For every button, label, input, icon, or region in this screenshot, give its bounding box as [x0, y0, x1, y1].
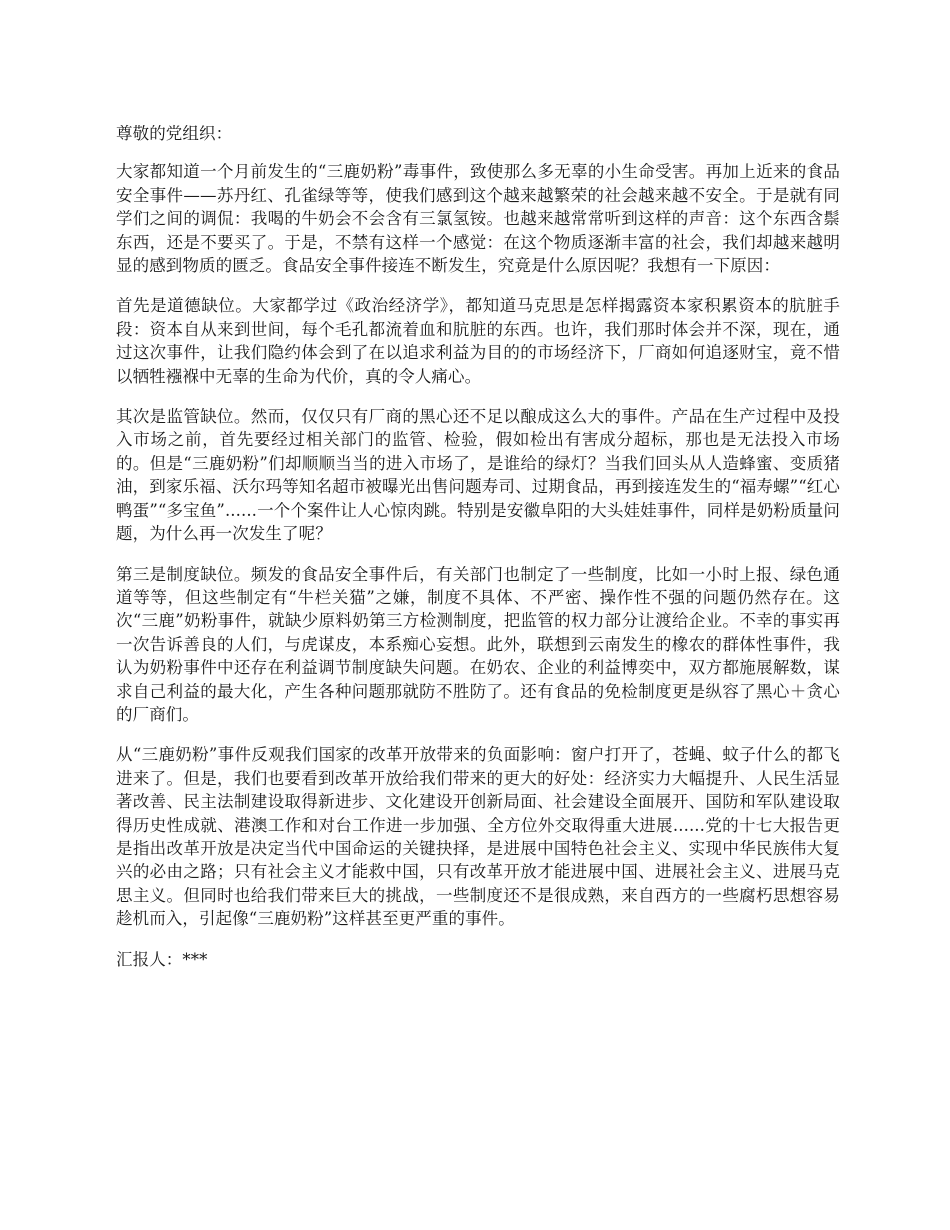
- paragraph-intro: 大家都知道一个月前发生的“三鹿奶粉”毒事件，致使那么多无辜的小生命受害。再加上近来的食品安全事件——苏丹红、孔雀绿等等，使我们感到这个越来越繁荣的社会越来越不安全。于是就有同学们之间的调侃：我喝的牛奶会不会含有三氯氢铵。也越来越常常听到这样的声音：这个东西含鬃东西，还是不要买了。于是，不禁有这样一个感觉：在这个物质逐渐丰富的社会，我们却越来越明显的感到物质的匮乏。食品安全事件接连不断发生，究竟是什么原因呢？我想有一下原因：: [116, 162, 840, 276]
- paragraph-system-deficiency: 第三是制度缺位。频发的食品安全事件后，有关部门也制定了一些制度，比如一小时上报、绿色通道等等，但这些制定有“牛栏关猫”之嫌，制度不具体、不严密、操作性不强的问题仍然存在。这次“三鹿”奶粉事件，就缺少原料奶第三方检测制度，把监管的权力部分让渡给企业。不幸的事实再一次告诉善良的人们，与虎谋皮，本系痴心妄想。此外，联想到云南发生的橡农的群体性事件，我认为奶粉事件中还存在利益调节制度缺失问题。在奶农、企业的利益博奕中，双方都施展解数，谋求自己利益的最大化，产生各种问题那就防不胜防了。还有食品的免检制度更是纵容了黑心＋贪心的厂商们。: [116, 564, 840, 724]
- paragraph-moral-deficiency: 首先是道德缺位。大家都学过《政治经济学》，都知道马克思是怎样揭露资本家积累资本的肮脏手段：资本自从来到世间，每个毛孔都流着血和肮脏的东西。也许，我们那时体会并不深，现在，通过这次事件，让我们隐约体会到了在以追求利益为目的的市场经济下，厂商如何追逐财宝，竟不惜以牺牲襁褓中无辜的生命为代价，真的令人痛心。: [116, 296, 840, 386]
- document-body: [116, 122, 840, 988]
- paragraph-reform-reflection: 从“三鹿奶粉”事件反观我们国家的改革开放带来的负面影响：窗户打开了，苍蝇、蚊子什么的都飞进来了。但是，我们也要看到改革开放给我们带来的更大的好处：经济实力大幅提升、人民生活显著改善、民主法制建设取得新进步、文化建设开创新局面、社会建设全面展开、国防和军队建设取得历史性成就、港澳工作和对台工作进一步加强、全方位外交取得重大进展......党的十七大报告更是指出改革开放是决定当代中国命运的关键抉择，是进展中国特色社会主义、实现中华民族伟大复兴的必由之路；只有社会主义才能救中国，只有改革开放才能进展中国、进展社会主义、进展马克思主义。但同时也给我们带来巨大的挑战，一些制度还不是很成熟，来自西方的一些腐朽思想容易趁机而入，引起像“三鹿奶粉”这样甚至更严重的事件。: [116, 745, 840, 929]
- paragraph-supervision-deficiency: 其次是监管缺位。然而，仅仅只有厂商的黑心还不足以酿成这么大的事件。产品在生产过程中及投入市场之前，首先要经过相关部门的监管、检验，假如检出有害成分超标，那也是无法投入市场的。但是“三鹿奶粉”们却顺顺当当的进入市场了，是谁给的绿灯？当我们回头从人造蜂蜜、变质猪油，到家乐福、沃尔玛等知名超市被曝光出售问题寿司、过期食品，再到接连发生的“福寿螺”“红心鸭蛋”“多宝鱼”......一个个案件让人心惊肉跳。特别是安徽阜阳的大头娃娃事件，同样是奶粉质量问题，为什么再一次发生了呢？: [116, 407, 840, 544]
- signature: 汇报人：***: [116, 949, 208, 969]
- salutation: 尊敬的党组织：: [116, 124, 233, 143]
